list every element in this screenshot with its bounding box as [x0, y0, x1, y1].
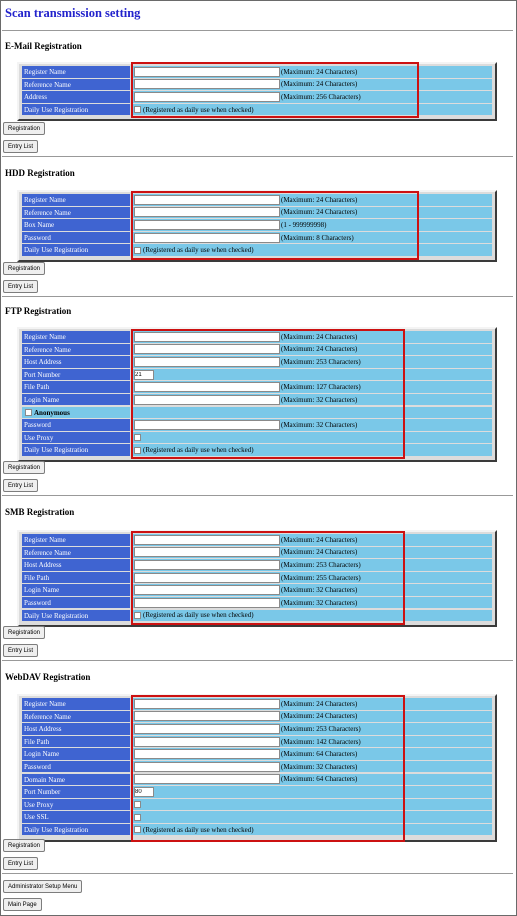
- field-hint: (Maximum: 253 Characters): [281, 357, 361, 366]
- field-label: Login Name: [22, 394, 130, 407]
- field-label: Anonymous: [34, 408, 70, 417]
- hdd-box-name-input[interactable]: [134, 220, 280, 230]
- smb-daily-use-checkbox[interactable]: [134, 612, 141, 619]
- administrator-setup-menu-button[interactable]: Administrator Setup Menu: [3, 880, 82, 893]
- ftp-login-name-input[interactable]: [134, 395, 280, 405]
- hdd-section-title: HDD Registration: [5, 168, 75, 178]
- field-label: Port Number: [22, 786, 130, 799]
- email-register-name-input[interactable]: [134, 67, 280, 77]
- field-label: Box Name: [22, 219, 130, 232]
- field-hint: (Registered as daily use when checked): [143, 446, 254, 455]
- divider: [2, 296, 513, 298]
- field-label: Host Address: [22, 723, 130, 736]
- field-hint: (Maximum: 8 Characters): [281, 233, 354, 242]
- ftp-entry-list-button[interactable]: Entry List: [3, 479, 38, 492]
- divider: [2, 495, 513, 497]
- field-hint: (Maximum: 24 Characters): [281, 80, 358, 89]
- ftp-section-title: FTP Registration: [5, 306, 72, 316]
- ftp-anonymous-checkbox[interactable]: [25, 409, 32, 416]
- field-label: Daily Use Registration: [22, 104, 130, 117]
- field-hint: (Maximum: 24 Characters): [281, 345, 358, 354]
- field-label: Reference Name: [22, 344, 130, 357]
- field-hint: (Maximum: 24 Characters): [281, 548, 358, 557]
- field-label: Register Name: [22, 194, 130, 207]
- field-hint: (Maximum: 24 Characters): [281, 535, 358, 544]
- webdav-row-file-path: [22, 736, 492, 749]
- email-reference-name-input[interactable]: [134, 79, 280, 89]
- ftp-row-host-address: [22, 356, 492, 369]
- email-registration-button[interactable]: Registration: [3, 122, 45, 135]
- email-section-title: E-Mail Registration: [5, 41, 82, 51]
- webdav-login-name-input[interactable]: [134, 749, 280, 759]
- field-label: Port Number: [22, 369, 130, 382]
- webdav-register-name-input[interactable]: [134, 699, 280, 709]
- webdav-domain-name-input[interactable]: [134, 774, 280, 784]
- smb-file-path-input[interactable]: [134, 573, 280, 583]
- field-label: File Path: [22, 736, 130, 749]
- ftp-register-name-input[interactable]: [134, 332, 280, 342]
- email-entry-list-button[interactable]: Entry List: [3, 140, 38, 153]
- field-label: Password: [22, 761, 130, 774]
- webdav-section-title: WebDAV Registration: [5, 672, 91, 682]
- field-label: Use Proxy: [22, 432, 130, 445]
- field-label: Address: [22, 91, 130, 104]
- ftp-form-panel: [17, 327, 497, 462]
- field-label: Register Name: [22, 534, 130, 547]
- smb-login-name-input[interactable]: [134, 585, 280, 595]
- field-label: Daily Use Registration: [22, 244, 130, 257]
- field-label: Login Name: [22, 748, 130, 761]
- smb-form-panel: [17, 530, 497, 627]
- ftp-file-path-input[interactable]: [134, 382, 280, 392]
- hdd-password-input[interactable]: [134, 233, 280, 243]
- smb-reference-name-input[interactable]: [134, 547, 280, 557]
- ftp-row-daily-use: [22, 444, 492, 457]
- field-label: File Path: [22, 381, 130, 394]
- ftp-row-password: [22, 419, 492, 432]
- field-label: Password: [22, 419, 130, 432]
- webdav-daily-use-checkbox[interactable]: [134, 826, 141, 833]
- smb-row-register-name: [22, 534, 492, 547]
- smb-host-address-input[interactable]: [134, 560, 280, 570]
- field-label: Use Proxy: [22, 799, 130, 812]
- field-hint: (Maximum: 24 Characters): [281, 699, 358, 708]
- field-label: Daily Use Registration: [22, 824, 130, 837]
- field-label: Use SSL: [22, 811, 130, 824]
- field-label: Host Address: [22, 356, 130, 369]
- ftp-use-proxy-checkbox[interactable]: [134, 434, 141, 441]
- field-label: File Path: [22, 572, 130, 585]
- webdav-row-domain-name: [22, 774, 492, 787]
- webdav-use-ssl-checkbox[interactable]: [134, 814, 141, 821]
- hdd-row-box-name: [22, 219, 492, 232]
- hdd-daily-use-checkbox[interactable]: [134, 247, 141, 254]
- field-hint: (Maximum: 32 Characters): [281, 420, 358, 429]
- field-label: Register Name: [22, 66, 130, 79]
- email-daily-use-checkbox[interactable]: [134, 106, 141, 113]
- webdav-host-address-input[interactable]: [134, 724, 280, 734]
- ftp-daily-use-checkbox[interactable]: [134, 447, 141, 454]
- field-label: Daily Use Registration: [22, 444, 130, 457]
- hdd-row-reference-name: [22, 207, 492, 220]
- smb-row-reference-name: [22, 547, 492, 560]
- hdd-row-password: [22, 232, 492, 245]
- field-label: Register Name: [22, 698, 130, 711]
- field-hint: (Maximum: 24 Characters): [281, 67, 358, 76]
- webdav-entry-list-button[interactable]: Entry List: [3, 857, 38, 870]
- hdd-registration-button[interactable]: Registration: [3, 262, 45, 275]
- field-hint: (Maximum: 24 Characters): [281, 195, 358, 204]
- hdd-form-panel: [17, 190, 497, 262]
- webdav-row-register-name: [22, 698, 492, 711]
- email-row-daily-use: [22, 104, 492, 117]
- ftp-row-file-path: [22, 381, 492, 394]
- webdav-row-daily-use: [22, 824, 492, 837]
- ftp-row-login-name: [22, 394, 492, 407]
- webdav-registration-button[interactable]: Registration: [3, 839, 45, 852]
- field-hint: (Maximum: 127 Characters): [281, 383, 361, 392]
- field-label: Reference Name: [22, 207, 130, 220]
- email-address-input[interactable]: [134, 92, 280, 102]
- field-label: Domain Name: [22, 774, 130, 787]
- divider: [2, 30, 513, 32]
- webdav-row-reference-name: [22, 711, 492, 724]
- field-hint: (Registered as daily use when checked): [143, 825, 254, 834]
- ftp-row-port-number: [22, 369, 492, 382]
- field-hint: (Maximum: 24 Characters): [281, 712, 358, 721]
- field-label: Login Name: [22, 584, 130, 597]
- ftp-host-address-input[interactable]: [134, 357, 280, 367]
- field-hint: (Maximum: 32 Characters): [281, 762, 358, 771]
- webdav-row-password: [22, 761, 492, 774]
- smb-section-title: SMB Registration: [5, 507, 75, 517]
- ftp-row-use-proxy: [22, 432, 492, 445]
- field-label: Host Address: [22, 559, 130, 572]
- field-label: Password: [22, 232, 130, 245]
- smb-row-file-path: [22, 572, 492, 585]
- ftp-registration-button[interactable]: Registration: [3, 461, 45, 474]
- field-label: Reference Name: [22, 547, 130, 560]
- ftp-row-anonymous: [22, 407, 492, 420]
- ftp-row-register-name: [22, 331, 492, 344]
- field-label: Password: [22, 597, 130, 610]
- webdav-reference-name-input[interactable]: [134, 711, 280, 721]
- hdd-entry-list-button[interactable]: Entry List: [3, 280, 38, 293]
- email-form-panel: [17, 62, 497, 121]
- page-title: Scan transmission setting: [5, 6, 141, 20]
- ftp-row-reference-name: [22, 344, 492, 357]
- field-hint: (Maximum: 24 Characters): [281, 208, 358, 217]
- field-hint: (Maximum: 253 Characters): [281, 724, 361, 733]
- main-page-button[interactable]: Main Page: [3, 898, 42, 911]
- webdav-form-panel: [17, 694, 497, 842]
- divider: [2, 660, 513, 662]
- hdd-register-name-input[interactable]: [134, 195, 280, 205]
- webdav-file-path-input[interactable]: [134, 737, 280, 747]
- hdd-row-daily-use: [22, 244, 492, 257]
- field-label: Reference Name: [22, 711, 130, 724]
- smb-row-login-name: [22, 584, 492, 597]
- webdav-row-use-ssl: [22, 811, 492, 824]
- field-hint: (Maximum: 32 Characters): [281, 586, 358, 595]
- field-hint: (1 - 999999998): [281, 220, 327, 229]
- webdav-row-use-proxy: [22, 799, 492, 812]
- smb-entry-list-button[interactable]: Entry List: [3, 644, 38, 657]
- field-hint: (Maximum: 24 Characters): [281, 332, 358, 341]
- field-hint: (Registered as daily use when checked): [143, 105, 254, 114]
- ftp-reference-name-input[interactable]: [134, 344, 280, 354]
- email-row-register-name: [22, 66, 492, 79]
- webdav-use-proxy-checkbox[interactable]: [134, 801, 141, 808]
- field-hint: (Maximum: 256 Characters): [281, 92, 361, 101]
- smb-registration-button[interactable]: Registration: [3, 626, 45, 639]
- ftp-port-number-input[interactable]: [134, 370, 154, 380]
- field-hint: (Maximum: 64 Characters): [281, 750, 358, 759]
- smb-row-host-address: [22, 559, 492, 572]
- divider: [2, 873, 513, 875]
- field-hint: (Maximum: 142 Characters): [281, 737, 361, 746]
- hdd-reference-name-input[interactable]: [134, 207, 280, 217]
- webdav-row-host-address: [22, 723, 492, 736]
- webdav-row-port-number: [22, 786, 492, 799]
- webdav-port-number-input[interactable]: [134, 787, 154, 797]
- webdav-password-input[interactable]: [134, 762, 280, 772]
- divider: [2, 156, 513, 158]
- webdav-row-login-name: [22, 748, 492, 761]
- smb-row-daily-use: [22, 610, 492, 623]
- email-row-address: [22, 91, 492, 104]
- field-hint: (Maximum: 64 Characters): [281, 775, 358, 784]
- field-hint: (Maximum: 253 Characters): [281, 560, 361, 569]
- field-label: Reference Name: [22, 79, 130, 92]
- field-label: Register Name: [22, 331, 130, 344]
- field-hint: (Maximum: 32 Characters): [281, 395, 358, 404]
- smb-password-input[interactable]: [134, 598, 280, 608]
- email-row-reference-name: [22, 79, 492, 92]
- ftp-password-input[interactable]: [134, 420, 280, 430]
- smb-row-password: [22, 597, 492, 610]
- hdd-row-register-name: [22, 194, 492, 207]
- field-hint: (Maximum: 32 Characters): [281, 598, 358, 607]
- smb-register-name-input[interactable]: [134, 535, 280, 545]
- field-label: Daily Use Registration: [22, 610, 130, 623]
- field-hint: (Maximum: 255 Characters): [281, 573, 361, 582]
- field-hint: (Registered as daily use when checked): [143, 611, 254, 620]
- field-hint: (Registered as daily use when checked): [143, 246, 254, 255]
